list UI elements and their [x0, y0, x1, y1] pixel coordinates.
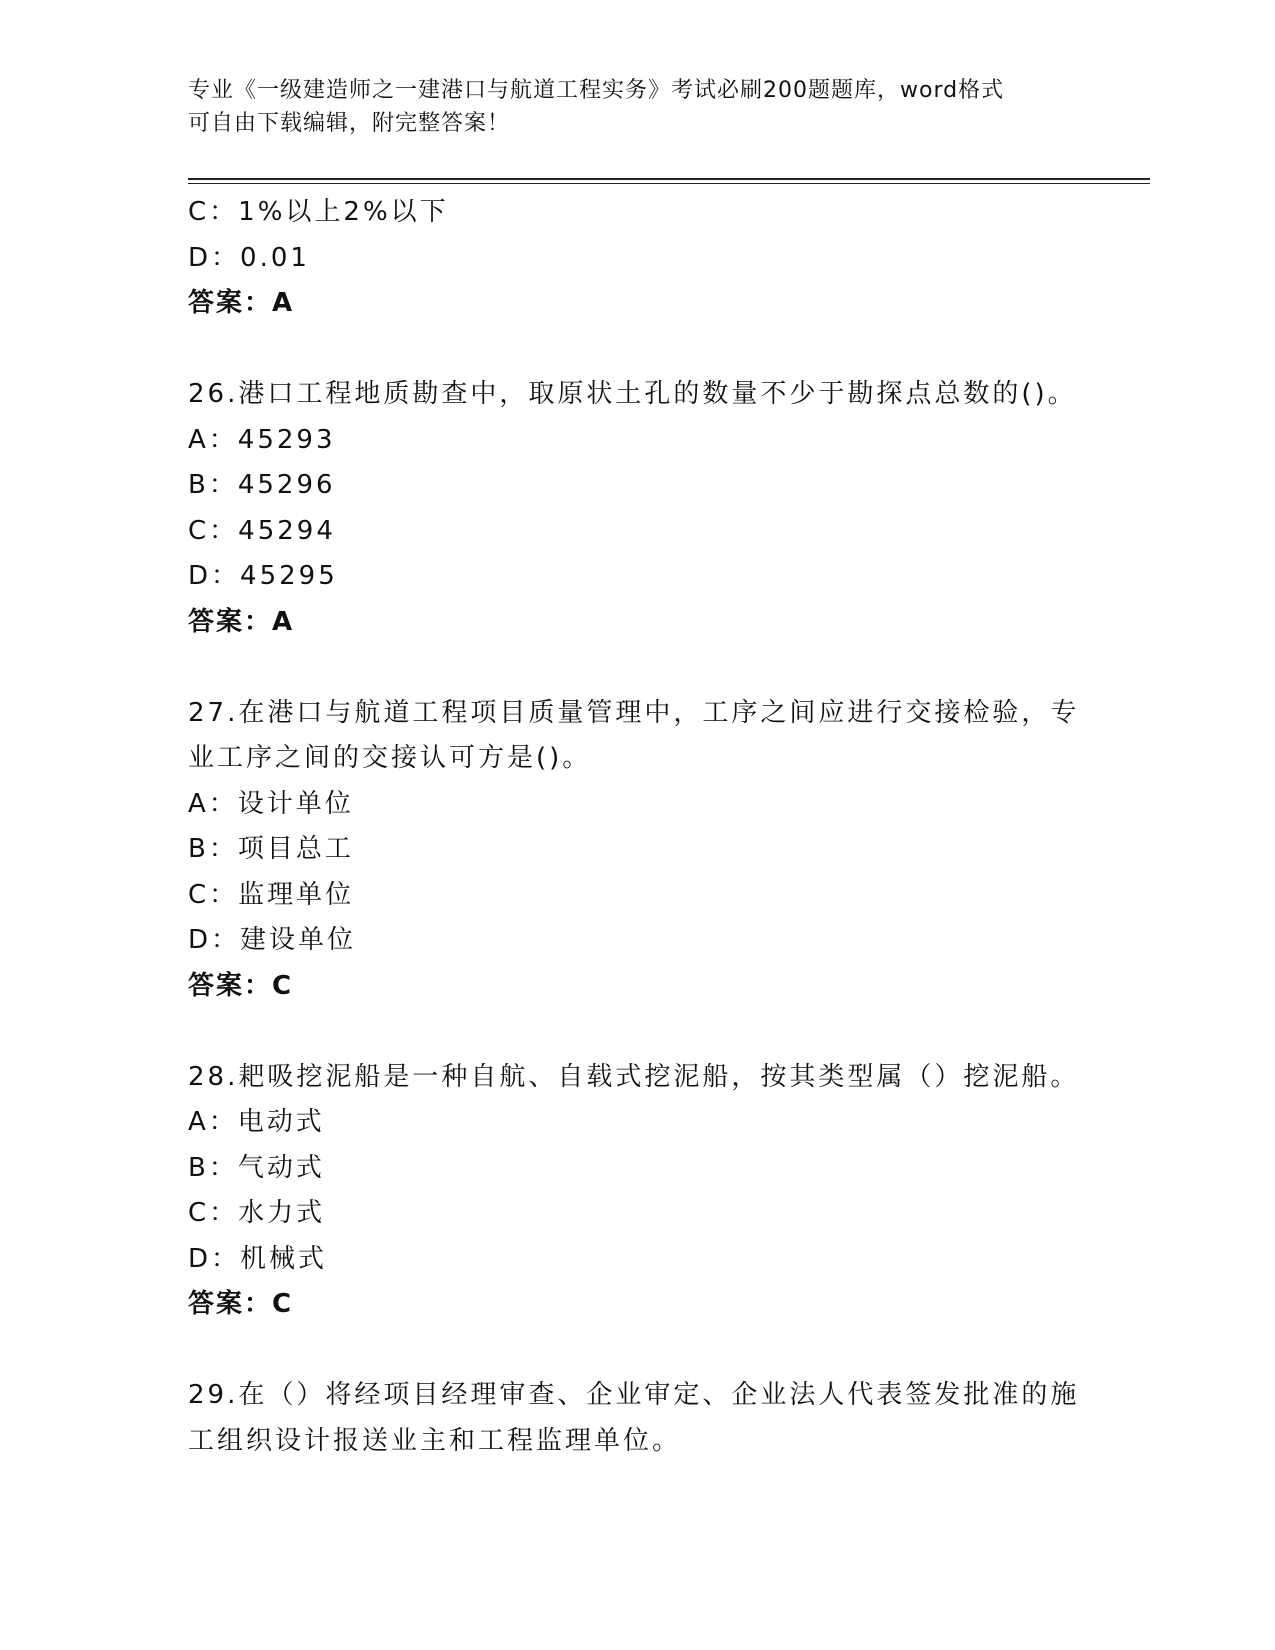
question-block-28 — [188, 1055, 1088, 1328]
question-block-partial — [188, 190, 1088, 327]
option-line: B：项目总工 — [188, 834, 354, 864]
answer-line: 答案：C — [188, 1289, 294, 1319]
option-line: C：45294 — [188, 515, 336, 546]
document-header — [188, 74, 1068, 140]
option-line: B：气动式 — [188, 1152, 325, 1183]
option-line: D：45295 — [188, 561, 338, 591]
option-line: B：45296 — [188, 470, 336, 500]
spacer — [188, 645, 1088, 691]
option-line: D：建设单位 — [188, 925, 357, 955]
question-block-26 — [188, 372, 1088, 645]
question-text: 28.耙吸挖泥船是一种自航、自载式挖泥船，按其类型属（）挖泥船。 — [188, 1061, 1080, 1092]
spacer — [188, 1009, 1088, 1055]
header-line-2: 可自由下载编辑，附完整答案！ — [188, 111, 511, 136]
option-line: C：1%以上2%以下 — [188, 197, 449, 227]
header-line-1: 专业《一级建造师之一建港口与航道工程实务》考试必刷200题题库，word格式 — [188, 78, 1005, 103]
question-text: 27.在港口与航道工程项目质量管理中，工序之间应进行交接检验，专 — [188, 697, 1080, 728]
answer-line: 答案：A — [188, 288, 295, 318]
spacer — [188, 327, 1088, 373]
option-line: A：45293 — [188, 424, 336, 455]
option-line: D：机械式 — [188, 1243, 328, 1274]
option-line: A：电动式 — [188, 1107, 325, 1137]
question-text: 业工序之间的交接认可方是()。 — [188, 743, 592, 773]
option-line: A：设计单位 — [188, 788, 354, 819]
question-content — [188, 190, 1088, 1464]
spacer — [188, 1328, 1088, 1374]
option-line: C：水力式 — [188, 1198, 326, 1228]
header-rule-thin — [188, 183, 1150, 184]
option-line: C：监理单位 — [188, 879, 355, 910]
header-rule-thick — [188, 178, 1150, 180]
answer-line: 答案：A — [188, 606, 295, 637]
answer-line: 答案：C — [188, 970, 294, 1001]
question-block-29 — [188, 1373, 1088, 1464]
question-text: 29.在（）将经项目经理审查、企业审定、企业法人代表签发批准的施 — [188, 1380, 1080, 1410]
option-line: D：0.01 — [188, 242, 310, 273]
question-text: 工组织设计报送业主和工程监理单位。 — [188, 1425, 682, 1456]
question-block-27 — [188, 691, 1088, 1010]
question-text: 26.港口工程地质勘查中，取原状土孔的数量不少于勘探点总数的()。 — [188, 379, 1077, 409]
